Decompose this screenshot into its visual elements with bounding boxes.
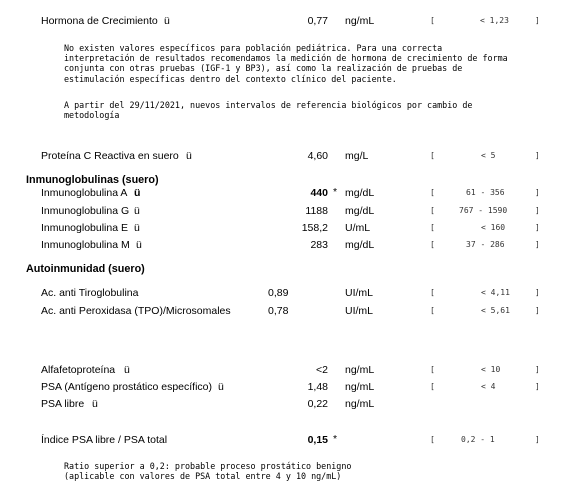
row-value-atg: 0,89 <box>268 287 289 299</box>
row-unit-igm: mg/dL <box>345 239 375 251</box>
ref-open-bracket: [ <box>430 365 435 374</box>
note-psa-ratio: Ratio superior a 0,2: probable proceso prostático benigno (aplicable con valores de PSA total entre 4 y 10 ng/mL) <box>64 461 352 482</box>
row-value-afp: <2 <box>316 364 328 376</box>
row-ref-psa-index: 0,2 - 1 <box>461 435 495 444</box>
row-value-atpo: 0,78 <box>268 305 289 317</box>
ref-open-bracket: [ <box>430 151 435 160</box>
row-value-iga: 440 <box>310 187 328 199</box>
ref-close-bracket: ] <box>535 188 540 197</box>
ref-close-bracket: ] <box>535 365 540 374</box>
row-label-gh: Hormona de Crecimiento <box>41 15 158 27</box>
check-mark-icon: ü <box>124 364 130 376</box>
row-label-atg: Ac. anti Tiroglobulina <box>41 287 139 299</box>
row-label-psa-libre: PSA libre <box>41 398 85 410</box>
row-value-pcr: 4,60 <box>307 150 328 162</box>
row-unit-pcr: mg/L <box>345 150 369 162</box>
ref-close-bracket: ] <box>535 16 540 25</box>
row-unit-psa: ng/mL <box>345 381 375 393</box>
note-gh: No existen valores específicos para población pediátrica. Para una correcta interpretación de resultados recomendamos la medición de hormona de crecimiento de forma conjunta con otras pruebas (IGF-1 y BP3), así como la realización de pruebas de estimulación específicas dentro del contexto clínico del paciente. <box>64 43 508 84</box>
ref-open-bracket: [ <box>430 306 435 315</box>
ref-close-bracket: ] <box>535 223 540 232</box>
row-unit-atpo: UI/mL <box>345 305 374 317</box>
section-title-autoinmunidad: Autoinmunidad (suero) <box>26 263 145 275</box>
row-label-psa: PSA (Antígeno prostático específico) <box>41 381 213 393</box>
row-unit-afp: ng/mL <box>345 364 375 376</box>
ref-close-bracket: ] <box>535 288 540 297</box>
section-title-inmunoglobulinas: Inmunoglobulinas (suero) <box>26 174 159 186</box>
row-value-psa-libre: 0,22 <box>307 398 328 410</box>
check-mark-icon: ü <box>218 381 224 393</box>
abnormal-flag: * <box>333 433 338 445</box>
check-mark-icon: ü <box>136 239 142 251</box>
ref-open-bracket: [ <box>430 206 435 215</box>
check-mark-icon: ü <box>186 150 192 162</box>
row-label-igm: Inmunoglobulina M <box>41 239 130 251</box>
ref-open-bracket: [ <box>430 288 435 297</box>
check-mark-icon: ü <box>134 205 140 217</box>
ref-close-bracket: ] <box>535 240 540 249</box>
check-mark-icon: ü <box>164 15 170 27</box>
row-ref-psa: < 4 <box>481 382 496 391</box>
row-label-afp: Alfafetoproteína <box>41 364 116 376</box>
row-ref-atg: < 4,11 <box>481 288 510 297</box>
ref-open-bracket: [ <box>430 435 435 444</box>
row-ref-afp: < 10 <box>481 365 501 374</box>
ref-open-bracket: [ <box>430 223 435 232</box>
check-mark-icon: ü <box>134 222 140 234</box>
row-value-psa: 1,48 <box>307 381 328 393</box>
row-label-pcr: Proteína C Reactiva en suero <box>41 150 179 162</box>
row-ref-igm: 37 - 286 <box>466 240 505 249</box>
row-value-ige: 158,2 <box>301 222 328 234</box>
row-value-igm: 283 <box>310 239 328 251</box>
row-unit-iga: mg/dL <box>345 187 375 199</box>
check-mark-icon: ü <box>134 187 141 199</box>
check-mark-icon: ü <box>92 398 98 410</box>
ref-close-bracket: ] <box>535 306 540 315</box>
row-unit-atg: UI/mL <box>345 287 374 299</box>
row-ref-gh: < 1,23 <box>480 16 509 25</box>
row-ref-iga: 61 - 356 <box>466 188 505 197</box>
row-ref-ige: < 160 <box>481 223 506 232</box>
note-method: A partir del 29/11/2021, nuevos intervalos de referencia biológicos por cambio de metodología <box>64 100 473 121</box>
row-unit-gh: ng/mL <box>345 15 375 27</box>
row-ref-igg: 767 - 1590 <box>459 206 508 215</box>
ref-open-bracket: [ <box>430 240 435 249</box>
row-label-ige: Inmunoglobulina E <box>41 222 128 234</box>
row-label-atpo: Ac. anti Peroxidasa (TPO)/Microsomales <box>41 305 231 317</box>
ref-open-bracket: [ <box>430 382 435 391</box>
row-ref-atpo: < 5,61 <box>481 306 510 315</box>
row-label-iga: Inmunoglobulina A <box>41 187 128 199</box>
row-ref-pcr: < 5 <box>481 151 496 160</box>
row-unit-ige: U/mL <box>345 222 371 234</box>
row-label-psa-index: Índice PSA libre / PSA total <box>41 434 168 446</box>
ref-open-bracket: [ <box>430 16 435 25</box>
row-unit-igg: mg/dL <box>345 205 375 217</box>
row-label-igg: Inmunoglobulina G <box>41 205 130 217</box>
abnormal-flag: * <box>333 186 338 198</box>
row-value-igg: 1188 <box>305 205 328 217</box>
ref-close-bracket: ] <box>535 435 540 444</box>
row-value-psa-index: 0,15 <box>307 434 328 446</box>
ref-open-bracket: [ <box>430 188 435 197</box>
row-value-gh: 0,77 <box>307 15 328 27</box>
row-unit-psa-libre: ng/mL <box>345 398 375 410</box>
ref-close-bracket: ] <box>535 206 540 215</box>
ref-close-bracket: ] <box>535 382 540 391</box>
ref-close-bracket: ] <box>535 151 540 160</box>
